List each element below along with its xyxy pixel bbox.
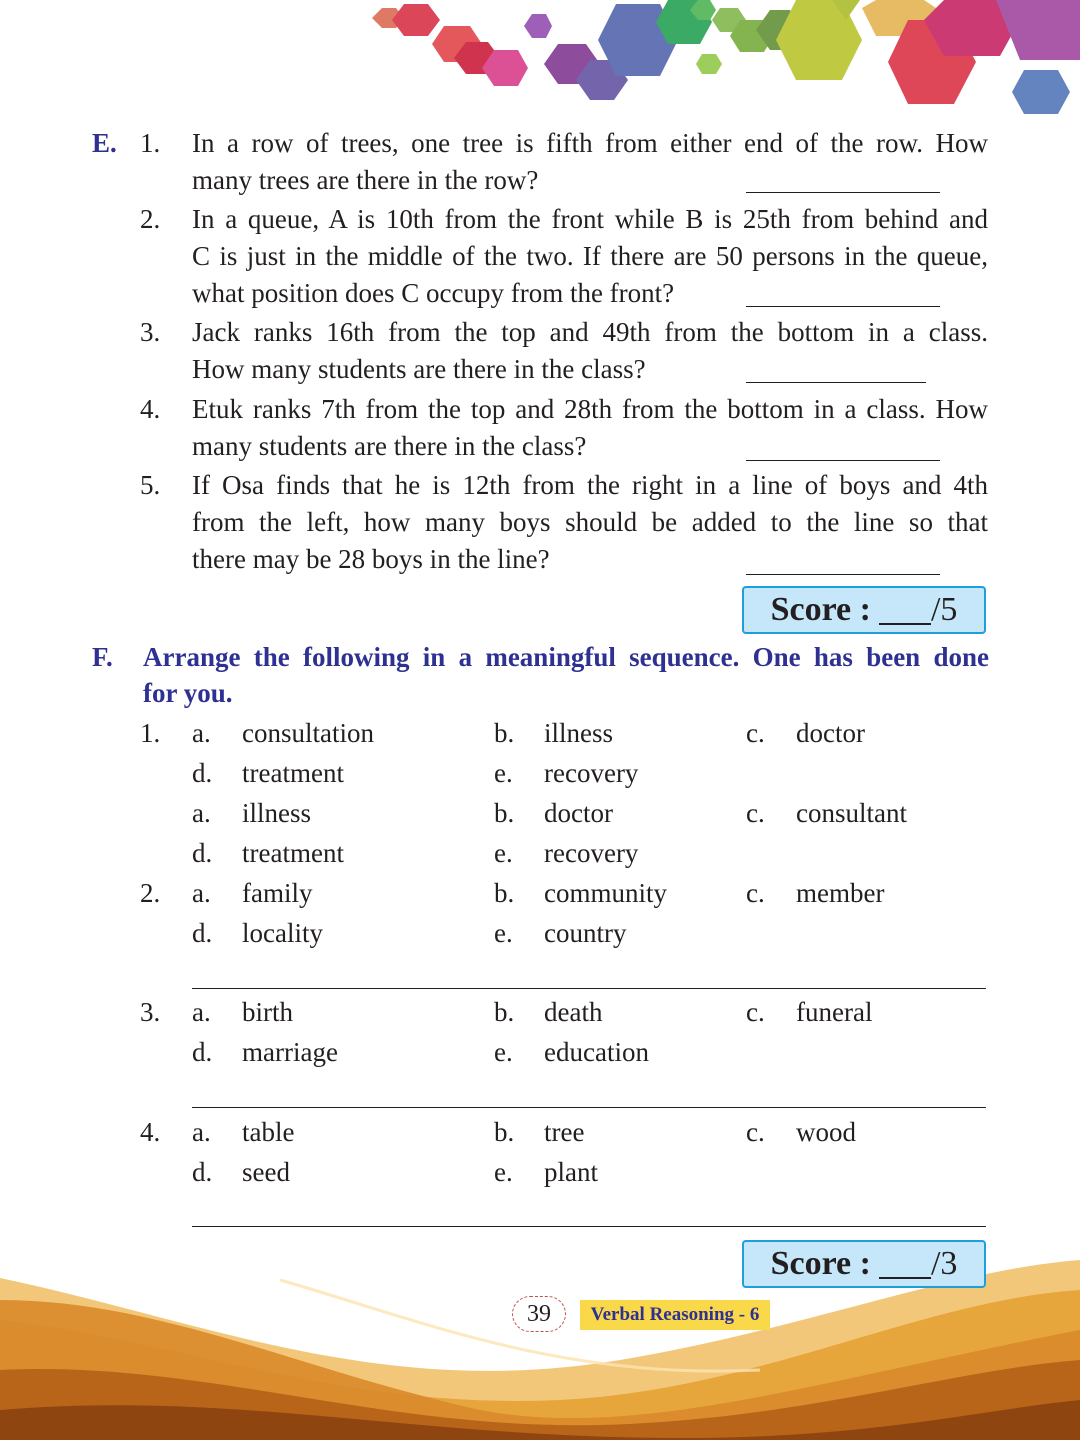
option-word: tree: [544, 1117, 585, 1147]
score-blank-f[interactable]: [879, 1249, 931, 1279]
score-total-e: /5: [930, 591, 958, 628]
book-title: Verbal Reasoning - 6: [580, 1300, 770, 1330]
option-letter: a.: [192, 718, 211, 748]
question-e3-line2: How many students are there in the class?: [192, 354, 646, 384]
option-word: community: [544, 878, 667, 908]
option-letter: b.: [494, 798, 515, 828]
option-letter: e.: [494, 918, 513, 948]
option-word: member: [796, 878, 885, 908]
answer-blank-e3[interactable]: [746, 382, 926, 383]
option-word: consultant: [796, 798, 907, 828]
page-number: 39: [512, 1296, 566, 1332]
question-e1-number: 1.: [140, 128, 161, 158]
option-letter: e.: [494, 1157, 513, 1187]
option-word: birth: [242, 997, 293, 1027]
score-label-e: Score :: [770, 591, 871, 628]
question-f4-number: 4.: [140, 1117, 161, 1147]
option-word: plant: [544, 1157, 598, 1187]
option-letter: b.: [494, 1117, 515, 1147]
option-word: family: [242, 878, 313, 908]
option-word: illness: [544, 718, 614, 748]
answer-blank-e1[interactable]: [746, 192, 940, 193]
score-total-f: /3: [930, 1245, 958, 1282]
option-letter: e.: [494, 838, 513, 868]
option-letter: b.: [494, 718, 515, 748]
question-e5-line3: there may be 28 boys in the line?: [192, 544, 550, 574]
option-letter: c.: [746, 798, 765, 828]
answer-blank-e4[interactable]: [746, 460, 940, 461]
score-label-f: Score :: [770, 1245, 871, 1282]
question-e2-line2: C is just in the middle of the two. If there are 50 persons in the queue,: [192, 241, 988, 271]
option-letter: d.: [192, 1157, 213, 1187]
answer-blank-e5[interactable]: [746, 574, 940, 575]
option-word: education: [544, 1037, 649, 1067]
option-letter: c.: [746, 997, 765, 1027]
option-word: table: [242, 1117, 295, 1147]
option-word: doctor: [544, 798, 613, 828]
answer-line-f4[interactable]: [192, 1226, 986, 1227]
option-letter: a.: [192, 798, 211, 828]
option-word: seed: [242, 1157, 290, 1187]
option-letter: e.: [494, 758, 513, 788]
question-e1-line1: In a row of trees, one tree is fifth from either end of the row. How: [192, 128, 988, 158]
answer-line-f2[interactable]: [192, 988, 986, 989]
question-e4-line1: Etuk ranks 7th from the top and 28th from the bottom in a class. How: [192, 394, 988, 424]
section-f-instruction-line1: Arrange the following in a meaningful sequence. One has been done: [143, 642, 989, 672]
question-e2-line3: what position does C occupy from the front?: [192, 278, 675, 308]
question-e2-line1: In a queue, A is 10th from the front while B is 25th from behind and: [192, 204, 988, 234]
question-e4-line2: many students are there in the class?: [192, 431, 587, 461]
option-letter: d.: [192, 838, 213, 868]
option-letter: e.: [494, 1037, 513, 1067]
option-letter: d.: [192, 758, 213, 788]
question-e3-line1: Jack ranks 16th from the top and 49th from the bottom in a class.: [192, 317, 988, 347]
option-word: doctor: [796, 718, 865, 748]
option-word: consultation: [242, 718, 374, 748]
option-letter: c.: [746, 1117, 765, 1147]
question-f3-number: 3.: [140, 997, 161, 1027]
option-word: death: [544, 997, 603, 1027]
option-letter: a.: [192, 997, 211, 1027]
option-word: marriage: [242, 1037, 338, 1067]
option-letter: c.: [746, 718, 765, 748]
option-word: treatment: [242, 838, 344, 868]
section-f-instruction-line2: for you.: [143, 678, 233, 708]
score-blank-e[interactable]: [879, 595, 931, 625]
option-letter: a.: [192, 1117, 211, 1147]
option-letter: c.: [746, 878, 765, 908]
option-word: treatment: [242, 758, 344, 788]
answer-blank-e2[interactable]: [746, 306, 940, 307]
score-box-f: [742, 1240, 986, 1288]
score-box-e: [742, 586, 986, 634]
option-word: locality: [242, 918, 323, 948]
question-e5-number: 5.: [140, 470, 161, 500]
question-e5-line2: from the left, how many boys should be added to the line so that: [192, 507, 988, 537]
question-e4-number: 4.: [140, 394, 161, 424]
question-e5-line1: If Osa finds that he is 12th from the right in a line of boys and 4th: [192, 470, 988, 500]
option-letter: d.: [192, 1037, 213, 1067]
option-word: funeral: [796, 997, 873, 1027]
option-word: recovery: [544, 838, 639, 868]
section-f-label: F.: [92, 642, 113, 672]
option-letter: b.: [494, 878, 515, 908]
top-hexagon-decoration: [0, 0, 1080, 130]
section-e-label: E.: [92, 128, 117, 158]
option-word: country: [544, 918, 627, 948]
option-letter: a.: [192, 878, 211, 908]
option-letter: d.: [192, 918, 213, 948]
option-word: illness: [242, 798, 312, 828]
question-e3-number: 3.: [140, 317, 161, 347]
question-f1-number: 1.: [140, 718, 161, 748]
question-e2-number: 2.: [140, 204, 161, 234]
question-f2-number: 2.: [140, 878, 161, 908]
question-e1-line2: many trees are there in the row?: [192, 165, 539, 195]
option-letter: b.: [494, 997, 515, 1027]
option-word: recovery: [544, 758, 639, 788]
answer-line-f3[interactable]: [192, 1107, 986, 1108]
option-word: wood: [796, 1117, 856, 1147]
